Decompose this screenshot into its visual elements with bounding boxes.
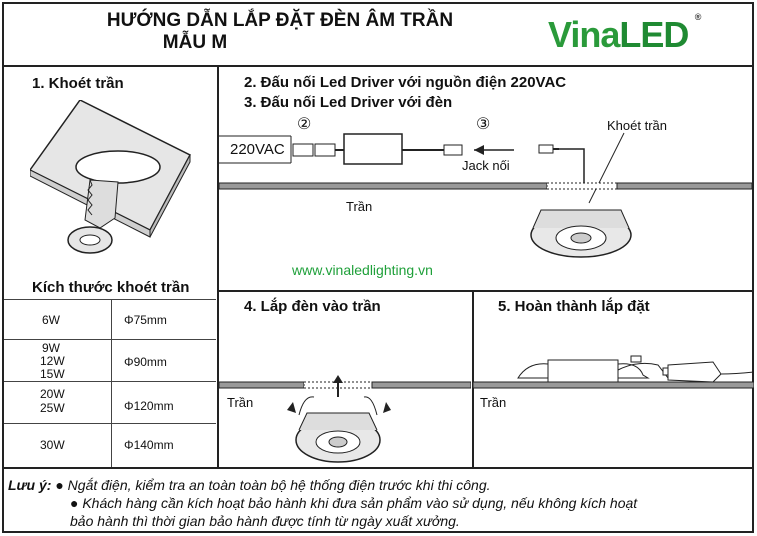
step5-title: 5. Hoàn thành lắp đặt — [498, 298, 650, 315]
note-line: ● Ngắt điện, kiểm tra an toàn toàn bộ hệ thống điện trước khi thi công. — [55, 477, 491, 493]
note-line: bảo hành thì thời gian bảo hành được tính từ ngày xuất xưởng. — [70, 513, 460, 529]
sizes-title: Kích thước khoét trần — [32, 279, 190, 296]
size-diameter: Φ140mm — [124, 438, 174, 452]
logo-registered: ® — [694, 12, 701, 22]
size-diameter: Φ90mm — [124, 355, 167, 369]
size-diameter: Φ120mm — [124, 399, 174, 413]
vinaled-logo — [548, 12, 701, 56]
step4-ceiling-label: Trần — [227, 395, 254, 410]
wiring-diagram — [219, 128, 754, 263]
title-line-1: HƯỚNG DẪN LẮP ĐẶT ĐÈN ÂM TRẦN — [106, 10, 454, 31]
size-watt: 15W — [40, 367, 65, 381]
size-watt: 12W — [40, 354, 65, 368]
size-diameter: Φ75mm — [124, 313, 167, 327]
step3-title: 3. Đấu nối Led Driver với đèn — [244, 94, 453, 111]
step1-title: 1. Khoét trần — [32, 75, 124, 92]
logo-vina: Vina — [548, 14, 620, 55]
size-watt: 30W — [40, 438, 65, 452]
ceiling-label: Trần — [346, 199, 373, 214]
size-watt: 6W — [42, 313, 60, 327]
header-divider — [2, 65, 754, 67]
installed-illustration — [473, 350, 754, 410]
notes — [8, 476, 748, 530]
size-row — [4, 299, 216, 339]
logo-led: LED — [619, 14, 689, 55]
size-row — [4, 423, 216, 467]
note-label: Lưu ý: — [8, 477, 52, 493]
note-line: ● Khách hàng cần kích hoạt bảo hành khi đưa sản phẩm vào sử dụng, nếu không kích hoạt — [70, 495, 638, 511]
step2-title: 2. Đấu nối Led Driver với nguồn điện 220VAC — [244, 74, 567, 91]
step3-number: ③ — [476, 116, 491, 133]
size-watt: 25W — [40, 401, 65, 415]
step2-number: ② — [297, 116, 312, 133]
size-watt: 20W — [40, 387, 65, 401]
jack-label: Jack nối — [462, 158, 510, 173]
ceiling-cut-illustration — [30, 100, 200, 260]
step4-top-divider — [218, 290, 754, 292]
size-watt: 9W — [42, 341, 60, 355]
page-title — [40, 10, 520, 54]
title-line-2: MẪU M — [162, 32, 228, 53]
cut-label: Khoét trần — [607, 118, 667, 133]
notes-divider — [2, 467, 754, 469]
power-label: 220VAC — [230, 141, 285, 158]
size-row — [4, 339, 216, 381]
step4-title: 4. Lắp đèn vào trần — [244, 298, 381, 315]
size-row — [4, 381, 216, 423]
step5-ceiling-label: Trần — [480, 395, 507, 410]
mount-illustration — [219, 375, 471, 467]
website-url[interactable]: www.vinaledlighting.vn — [292, 262, 433, 278]
